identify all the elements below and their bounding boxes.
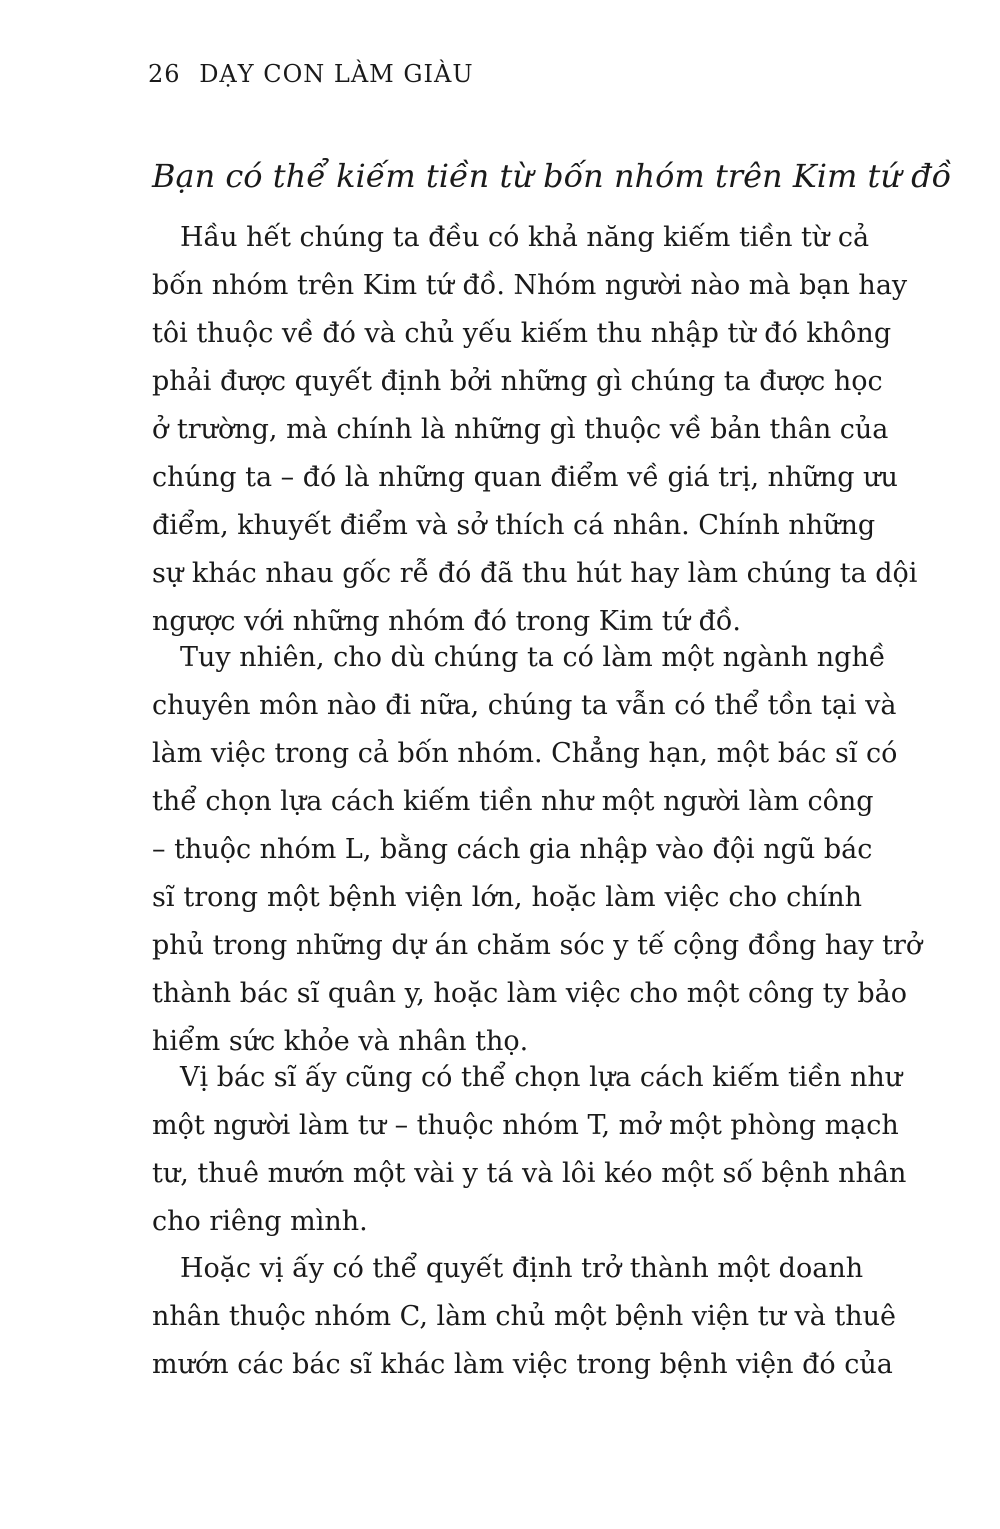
book-title: DẠY CON LÀM GIÀU: [199, 60, 474, 88]
text-line: chúng ta – đó là những quan điểm về giá trị, những ưu: [152, 462, 898, 493]
text-line: chuyên môn nào đi nữa, chúng ta vẫn có thể tồn tại và: [152, 690, 897, 721]
text-line: cho riêng mình.: [152, 1206, 368, 1237]
text-line: bốn nhóm trên Kim tứ đồ. Nhóm người nào mà bạn hay: [152, 270, 908, 301]
page-number: 26: [148, 60, 181, 88]
paragraph-4: [152, 1245, 897, 1389]
paragraph-3: [152, 1054, 907, 1246]
text-line: phải được quyết định bởi những gì chúng ta được học: [152, 366, 883, 397]
text-line: tôi thuộc về đó và chủ yếu kiếm thu nhập từ đó không: [152, 318, 892, 349]
text-line: mướn các bác sĩ khác làm việc trong bệnh viện đó của: [152, 1349, 893, 1380]
text-line: ở trường, mà chính là những gì thuộc về bản thân của: [152, 414, 889, 445]
text-line: hiểm sức khỏe và nhân thọ.: [152, 1026, 529, 1057]
text-line: Hoặc vị ấy có thể quyết định trở thành một doanh: [180, 1253, 864, 1284]
text-line: sự khác nhau gốc rễ đó đã thu hút hay làm chúng ta dội: [152, 558, 918, 589]
text-line: Tuy nhiên, cho dù chúng ta có làm một ngành nghề: [180, 642, 886, 673]
text-line: điểm, khuyết điểm và sở thích cá nhân. Chính những: [152, 510, 876, 541]
text-line: thành bác sĩ quân y, hoặc làm việc cho một công ty bảo: [152, 978, 907, 1009]
paragraph-1: [152, 214, 918, 646]
text-line: Vị bác sĩ ấy cũng có thể chọn lựa cách kiếm tiền như: [180, 1062, 903, 1093]
text-line: nhân thuộc nhóm C, làm chủ một bệnh viện tư và thuê: [152, 1301, 897, 1332]
text-line: – thuộc nhóm L, bằng cách gia nhập vào đội ngũ bác: [152, 834, 873, 865]
text-line: tư, thuê mướn một vài y tá và lôi kéo một số bệnh nhân: [152, 1158, 907, 1189]
text-line: một người làm tư – thuộc nhóm T, mở một phòng mạch: [152, 1110, 899, 1141]
text-line: làm việc trong cả bốn nhóm. Chẳng hạn, một bác sĩ có: [152, 738, 898, 769]
text-line: thể chọn lựa cách kiếm tiền như một người làm công: [152, 786, 874, 817]
paragraph-2: [152, 634, 923, 1066]
section-title: Bạn có thể kiếm tiền từ bốn nhóm trên Kim tứ đồ: [152, 157, 952, 195]
text-line: ngược với những nhóm đó trong Kim tứ đồ.: [152, 606, 741, 637]
text-line: Hầu hết chúng ta đều có khả năng kiếm tiền từ cả: [180, 222, 870, 253]
text-line: sĩ trong một bệnh viện lớn, hoặc làm việc cho chính: [152, 882, 862, 913]
text-line: phủ trong những dự án chăm sóc y tế cộng đồng hay trở: [152, 930, 923, 961]
running-head: [148, 60, 474, 88]
